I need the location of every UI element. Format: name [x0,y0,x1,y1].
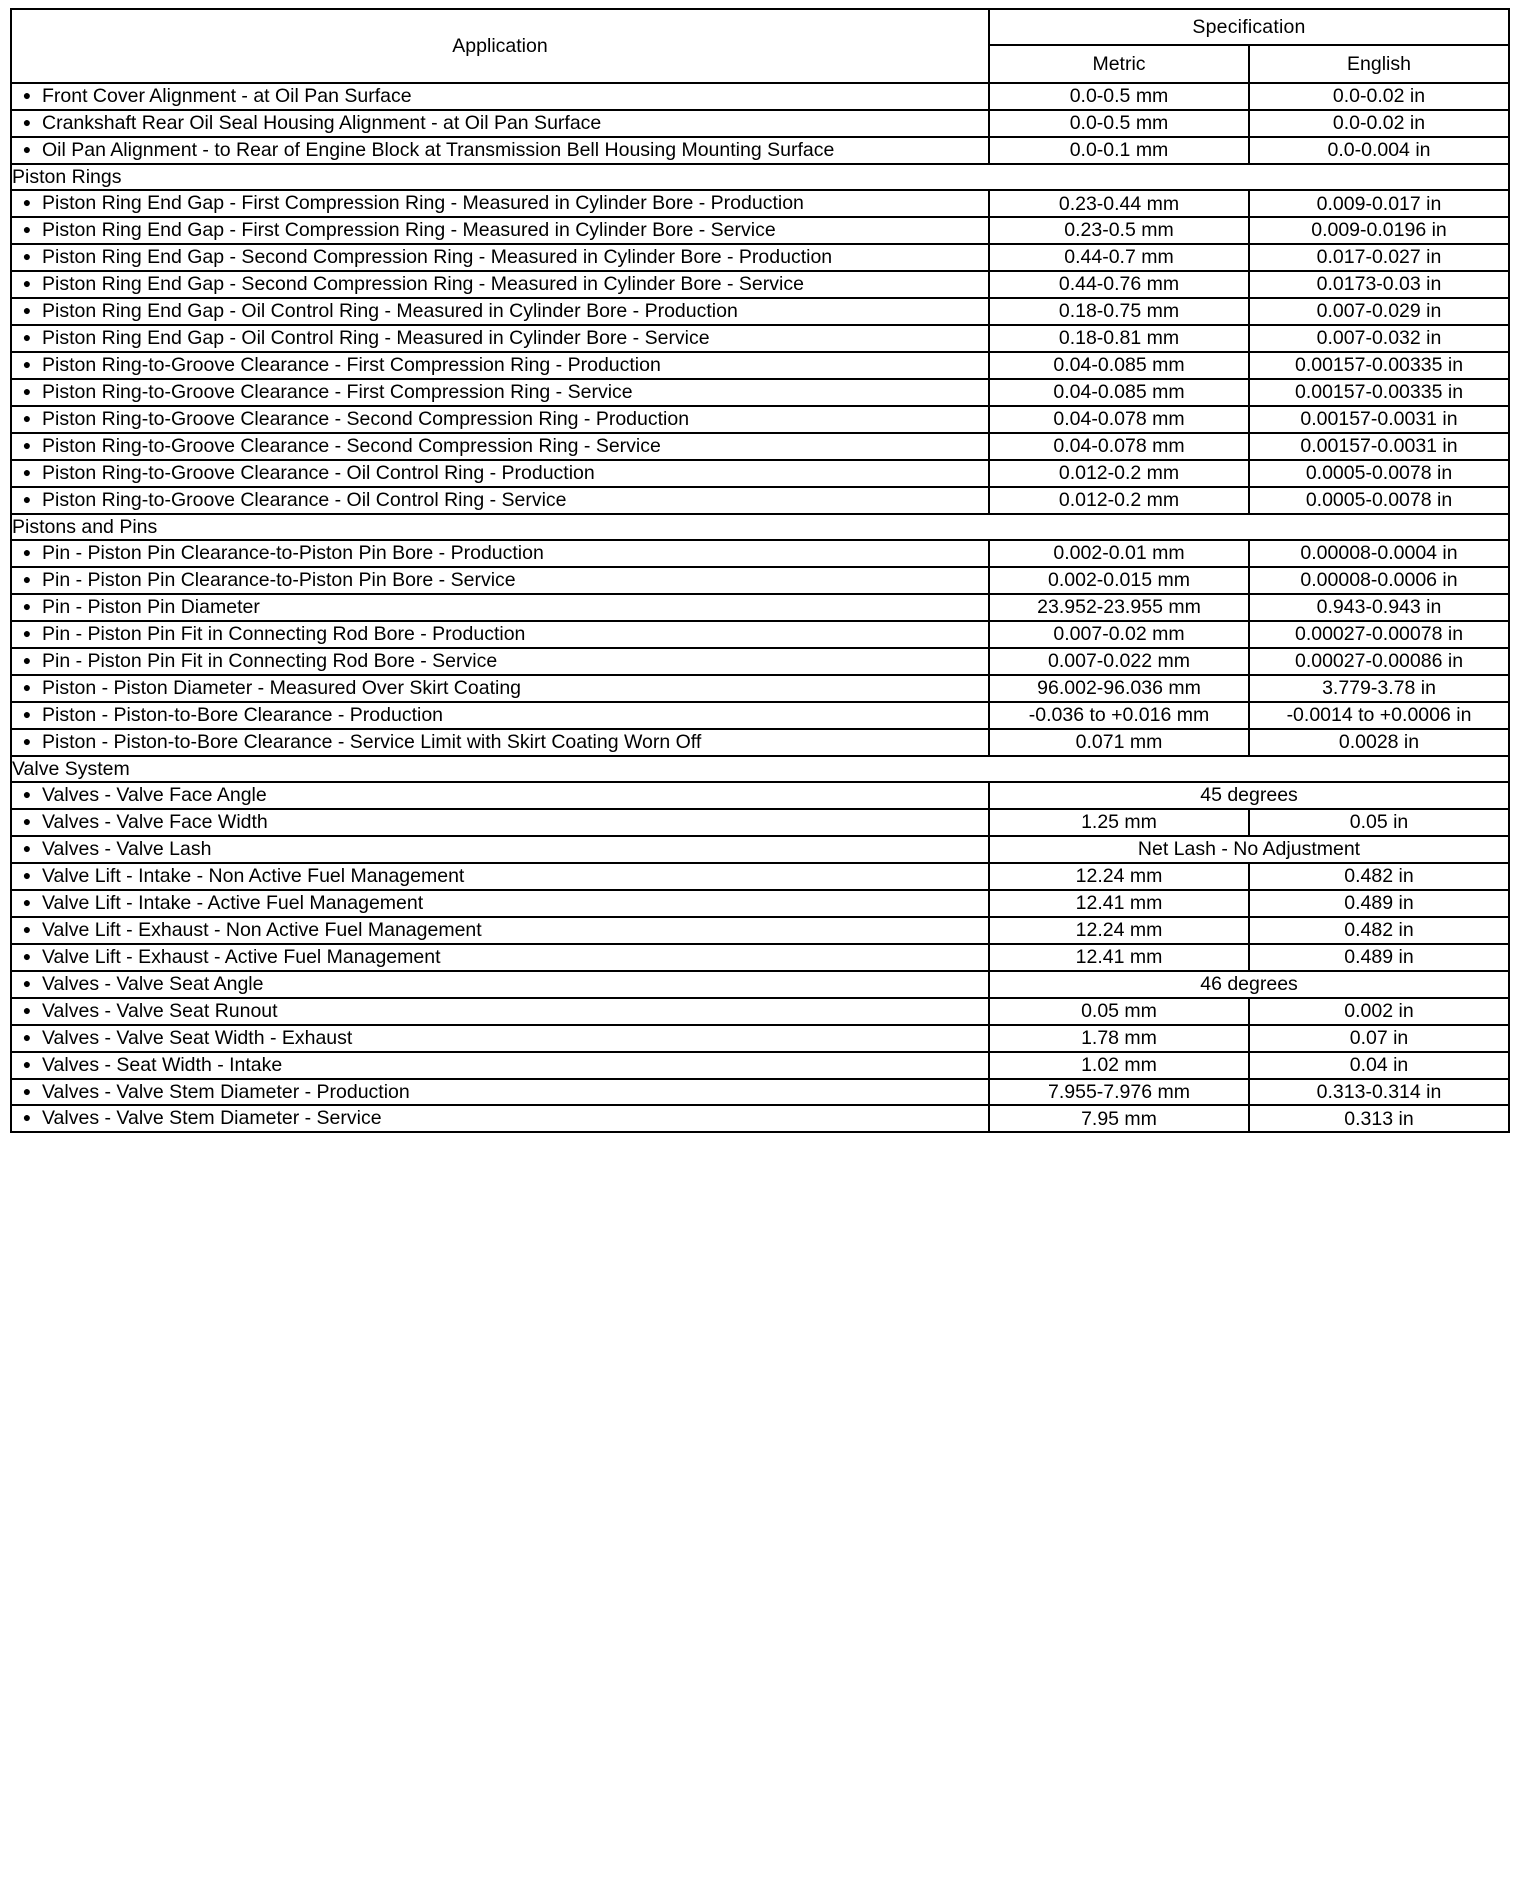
table-row [11,325,1509,352]
bullet-icon: ● [22,329,32,345]
bullet-icon: ● [22,651,32,668]
column-header-application: Application [11,9,989,83]
application-label: Pin - Piston Pin Fit in Connecting Rod Bore - Production [42,622,526,645]
table-row [11,809,1509,836]
table-row [11,379,1509,406]
specification-value-english: 0.007-0.032 in [1249,325,1509,352]
application-label: Piston Ring-to-Groove Clearance - Second Compression Ring - Service [42,434,661,457]
application-cell [11,836,989,863]
table-row [11,998,1509,1025]
table-row [11,83,1509,110]
application-cell [11,1079,989,1106]
application-cell [11,890,989,917]
application-cell [11,621,989,648]
application-label: Piston Ring End Gap - Second Compression Ring - Measured in Cylinder Bore - Production [42,246,833,269]
application-cell [11,379,989,406]
table-row [11,110,1509,137]
application-label: Valves - Valve Face Angle [42,784,267,807]
table-row [11,540,1509,567]
table-row [11,271,1509,298]
table-section-row [11,514,1509,540]
application-cell [11,298,989,325]
specification-value-metric: 0.0-0.5 mm [989,83,1249,110]
bullet-icon: ● [22,436,32,453]
specification-value-metric: -0.036 to +0.016 mm [989,702,1249,729]
bullet-icon: ● [22,275,32,292]
bullet-icon: ● [22,732,32,749]
application-cell [11,648,989,675]
application-cell [11,217,989,244]
bullet-icon: ● [22,113,32,130]
specification-value-english: 0.00157-0.0031 in [1249,406,1509,433]
specification-value-metric: 0.007-0.022 mm [989,648,1249,675]
table-row [11,137,1509,164]
bullet-icon: ● [22,839,32,856]
application-cell [11,352,989,379]
engine-specifications-table [10,8,1510,1133]
column-header-specification: Specification [989,9,1509,45]
bullet-icon: ● [22,221,32,238]
bullet-icon: ● [22,571,32,587]
bullet-icon: ● [22,355,32,372]
specification-value-english: 3.779-3.78 in [1249,675,1509,702]
application-cell [11,567,989,594]
table-row [11,944,1509,971]
table-section-row [11,756,1509,782]
section-heading: Pistons and Pins [11,514,1509,540]
specification-value-metric: 12.41 mm [989,890,1249,917]
table-header-row-1 [11,9,1509,45]
specification-value-english: 0.313 in [1249,1105,1509,1132]
specification-value-combined: 45 degrees [989,782,1509,809]
bullet-icon: ● [22,140,32,157]
table-row [11,190,1509,217]
specification-value-english: 0.007-0.029 in [1249,298,1509,325]
application-label: Piston Ring-to-Groove Clearance - Oil Control Ring - Service [42,488,567,511]
specification-value-english: 0.00008-0.0006 in [1249,567,1509,594]
application-label: Valves - Valve Face Width [42,811,268,833]
bullet-icon: ● [22,463,32,480]
specification-value-english: 0.009-0.0196 in [1249,217,1509,244]
bullet-icon: ● [22,1082,32,1099]
application-label: Valves - Valve Lash [42,837,212,860]
application-label: Pin - Piston Pin Clearance-to-Piston Pin Bore - Service [42,569,516,591]
application-label: Oil Pan Alignment - to Rear of Engine Block at Transmission Bell Housing Mounting Surface [42,138,835,161]
bullet-icon: ● [22,624,32,641]
application-cell [11,244,989,271]
table-row [11,971,1509,998]
bullet-icon: ● [22,1028,32,1045]
application-label: Piston - Piston Diameter - Measured Over Skirt Coating [42,676,522,699]
table-row [11,460,1509,487]
application-label: Piston Ring-to-Groove Clearance - First Compression Ring - Service [42,380,633,403]
specification-value-english: 0.489 in [1249,890,1509,917]
specification-value-metric: 0.04-0.085 mm [989,352,1249,379]
specification-value-metric: 0.012-0.2 mm [989,460,1249,487]
table-row [11,217,1509,244]
table-row [11,648,1509,675]
specification-value-english: 0.00157-0.00335 in [1249,352,1509,379]
specification-value-metric: 0.0-0.5 mm [989,110,1249,137]
application-label: Piston Ring End Gap - Oil Control Ring - Measured in Cylinder Bore - Service [42,327,710,349]
specification-value-english: 0.002 in [1249,998,1509,1025]
application-label: Piston Ring-to-Groove Clearance - Second Compression Ring - Production [42,407,690,430]
application-cell [11,971,989,998]
application-cell [11,137,989,164]
table-row [11,244,1509,271]
table-row [11,594,1509,621]
application-cell [11,271,989,298]
specification-value-english: 0.00008-0.0004 in [1249,540,1509,567]
application-label: Valves - Valve Seat Angle [42,972,264,995]
application-cell [11,729,989,756]
table-row [11,782,1509,809]
specification-value-english: 0.00027-0.00078 in [1249,621,1509,648]
specification-value-english: 0.00157-0.0031 in [1249,433,1509,460]
specification-value-metric: 0.44-0.76 mm [989,271,1249,298]
application-label: Pin - Piston Pin Clearance-to-Piston Pin Bore - Production [42,542,544,565]
application-label: Piston Ring End Gap - Oil Control Ring - Measured in Cylinder Bore - Production [42,300,738,323]
specification-value-metric: 0.18-0.75 mm [989,298,1249,325]
application-cell [11,863,989,890]
application-cell [11,594,989,621]
application-label: Piston - Piston-to-Bore Clearance - Service Limit with Skirt Coating Worn Off [42,730,702,753]
column-header-metric: Metric [989,45,1249,83]
table-row [11,1105,1509,1132]
specification-value-english: 0.017-0.027 in [1249,244,1509,271]
specification-value-combined: 46 degrees [989,971,1509,998]
specification-value-english: 0.482 in [1249,863,1509,890]
specification-value-metric: 0.05 mm [989,998,1249,1025]
specification-value-metric: 0.012-0.2 mm [989,487,1249,514]
specification-value-metric: 7.955-7.976 mm [989,1079,1249,1106]
table-row [11,675,1509,702]
application-label: Pin - Piston Pin Fit in Connecting Rod Bore - Service [42,649,498,672]
specification-value-english: 0.07 in [1249,1025,1509,1052]
application-label: Crankshaft Rear Oil Seal Housing Alignment - at Oil Pan Surface [42,111,602,134]
specification-value-metric: 1.78 mm [989,1025,1249,1052]
table-row [11,406,1509,433]
application-label: Valves - Valve Seat Width - Exhaust [42,1026,353,1049]
application-cell [11,675,989,702]
table-row [11,433,1509,460]
specification-value-english: 0.0005-0.0078 in [1249,460,1509,487]
application-cell [11,540,989,567]
specification-value-metric: 12.24 mm [989,917,1249,944]
application-cell [11,917,989,944]
specification-value-english: 0.009-0.017 in [1249,190,1509,217]
table-row [11,729,1509,756]
application-label: Piston - Piston-to-Bore Clearance - Production [42,703,444,726]
specification-value-english: 0.04 in [1249,1052,1509,1079]
table-row [11,487,1509,514]
specification-value-english: 0.0028 in [1249,729,1509,756]
specification-value-metric: 0.44-0.7 mm [989,244,1249,271]
bullet-icon: ● [22,866,32,883]
bullet-icon: ● [22,974,32,991]
table-body [11,83,1509,1132]
specification-value-english: 0.0005-0.0078 in [1249,487,1509,514]
application-label: Valves - Valve Stem Diameter - Production [42,1080,410,1103]
bullet-icon: ● [22,409,32,426]
specification-value-metric: 0.23-0.44 mm [989,190,1249,217]
table-row [11,298,1509,325]
application-cell [11,325,989,352]
specification-value-english: 0.489 in [1249,944,1509,971]
application-cell [11,944,989,971]
bullet-icon: ● [22,1055,32,1072]
table-row [11,621,1509,648]
specification-value-metric: 0.002-0.01 mm [989,540,1249,567]
table-row [11,1025,1509,1052]
application-cell [11,702,989,729]
application-cell [11,487,989,514]
specification-value-metric: 0.04-0.078 mm [989,406,1249,433]
specification-value-metric: 0.23-0.5 mm [989,217,1249,244]
table-row [11,890,1509,917]
application-cell [11,110,989,137]
bullet-icon: ● [22,382,32,399]
application-label: Valve Lift - Intake - Non Active Fuel Management [42,864,465,887]
bullet-icon: ● [22,813,32,829]
specification-value-english: 0.0-0.02 in [1249,110,1509,137]
specification-value-metric: 0.007-0.02 mm [989,621,1249,648]
specification-value-english: 0.313-0.314 in [1249,1079,1509,1106]
specification-value-metric: 0.04-0.078 mm [989,433,1249,460]
table-row [11,863,1509,890]
specification-value-metric: 96.002-96.036 mm [989,675,1249,702]
application-label: Valves - Seat Width - Intake [42,1053,283,1076]
specification-value-metric: 0.071 mm [989,729,1249,756]
table-row [11,1052,1509,1079]
bullet-icon: ● [22,678,32,695]
application-label: Piston Ring End Gap - Second Compression Ring - Measured in Cylinder Bore - Service [42,273,804,296]
specification-value-metric: 7.95 mm [989,1105,1249,1132]
bullet-icon: ● [22,920,32,937]
application-label: Valves - Valve Seat Runout [42,999,278,1022]
specification-value-metric: 12.24 mm [989,863,1249,890]
specification-value-metric: 23.952-23.955 mm [989,594,1249,621]
specification-value-english: 0.05 in [1249,809,1509,836]
bullet-icon: ● [22,705,32,722]
section-heading: Piston Rings [11,164,1509,190]
application-label: Valve Lift - Exhaust - Active Fuel Management [42,945,441,968]
application-cell [11,460,989,487]
application-cell [11,190,989,217]
specification-value-english: 0.00027-0.00086 in [1249,648,1509,675]
bullet-icon: ● [22,194,32,211]
specification-value-english: 0.943-0.943 in [1249,594,1509,621]
specification-value-combined: Net Lash - No Adjustment [989,836,1509,863]
application-label: Piston Ring-to-Groove Clearance - First Compression Ring - Production [42,353,661,376]
table-row [11,917,1509,944]
table-row [11,1079,1509,1106]
bullet-icon: ● [22,1001,32,1018]
specification-value-metric: 0.002-0.015 mm [989,567,1249,594]
application-cell [11,406,989,433]
specification-value-metric: 1.02 mm [989,1052,1249,1079]
application-cell [11,1105,989,1132]
column-header-english: English [1249,45,1509,83]
specification-value-metric: 1.25 mm [989,809,1249,836]
application-cell [11,782,989,809]
application-label: Front Cover Alignment - at Oil Pan Surface [42,85,412,107]
application-label: Pin - Piston Pin Diameter [42,595,260,618]
bullet-icon: ● [22,893,32,910]
specification-value-metric: 12.41 mm [989,944,1249,971]
section-heading: Valve System [11,756,1509,782]
specification-value-english: 0.482 in [1249,917,1509,944]
specification-value-english: -0.0014 to +0.0006 in [1249,702,1509,729]
application-cell [11,83,989,110]
application-label: Valves - Valve Stem Diameter - Service [42,1107,382,1130]
application-label: Valve Lift - Intake - Active Fuel Management [42,891,424,914]
application-label: Piston Ring End Gap - First Compression Ring - Measured in Cylinder Bore - Service [42,219,776,242]
bullet-icon: ● [22,786,32,803]
specification-value-english: 0.0-0.004 in [1249,137,1509,164]
application-label: Piston Ring End Gap - First Compression Ring - Measured in Cylinder Bore - Production [42,192,804,215]
table-section-row [11,164,1509,190]
bullet-icon: ● [22,490,32,507]
specification-value-metric: 0.04-0.085 mm [989,379,1249,406]
application-cell [11,998,989,1025]
specification-value-metric: 0.0-0.1 mm [989,137,1249,164]
bullet-icon: ● [22,597,32,614]
table-row [11,702,1509,729]
bullet-icon: ● [22,544,32,561]
application-cell [11,1025,989,1052]
application-label: Piston Ring-to-Groove Clearance - Oil Control Ring - Production [42,461,595,484]
application-cell [11,809,989,836]
specification-value-metric: 0.18-0.81 mm [989,325,1249,352]
specification-value-english: 0.0-0.02 in [1249,83,1509,110]
bullet-icon: ● [22,947,32,964]
specification-value-english: 0.00157-0.00335 in [1249,379,1509,406]
specification-value-english: 0.0173-0.03 in [1249,271,1509,298]
table-row [11,836,1509,863]
application-label: Valve Lift - Exhaust - Non Active Fuel Management [42,918,482,941]
bullet-icon: ● [22,1109,32,1126]
table-header [11,9,1509,83]
bullet-icon: ● [22,248,32,265]
application-cell [11,433,989,460]
bullet-icon: ● [22,302,32,319]
table-row [11,567,1509,594]
table-row [11,352,1509,379]
bullet-icon: ● [22,87,32,103]
application-cell [11,1052,989,1079]
